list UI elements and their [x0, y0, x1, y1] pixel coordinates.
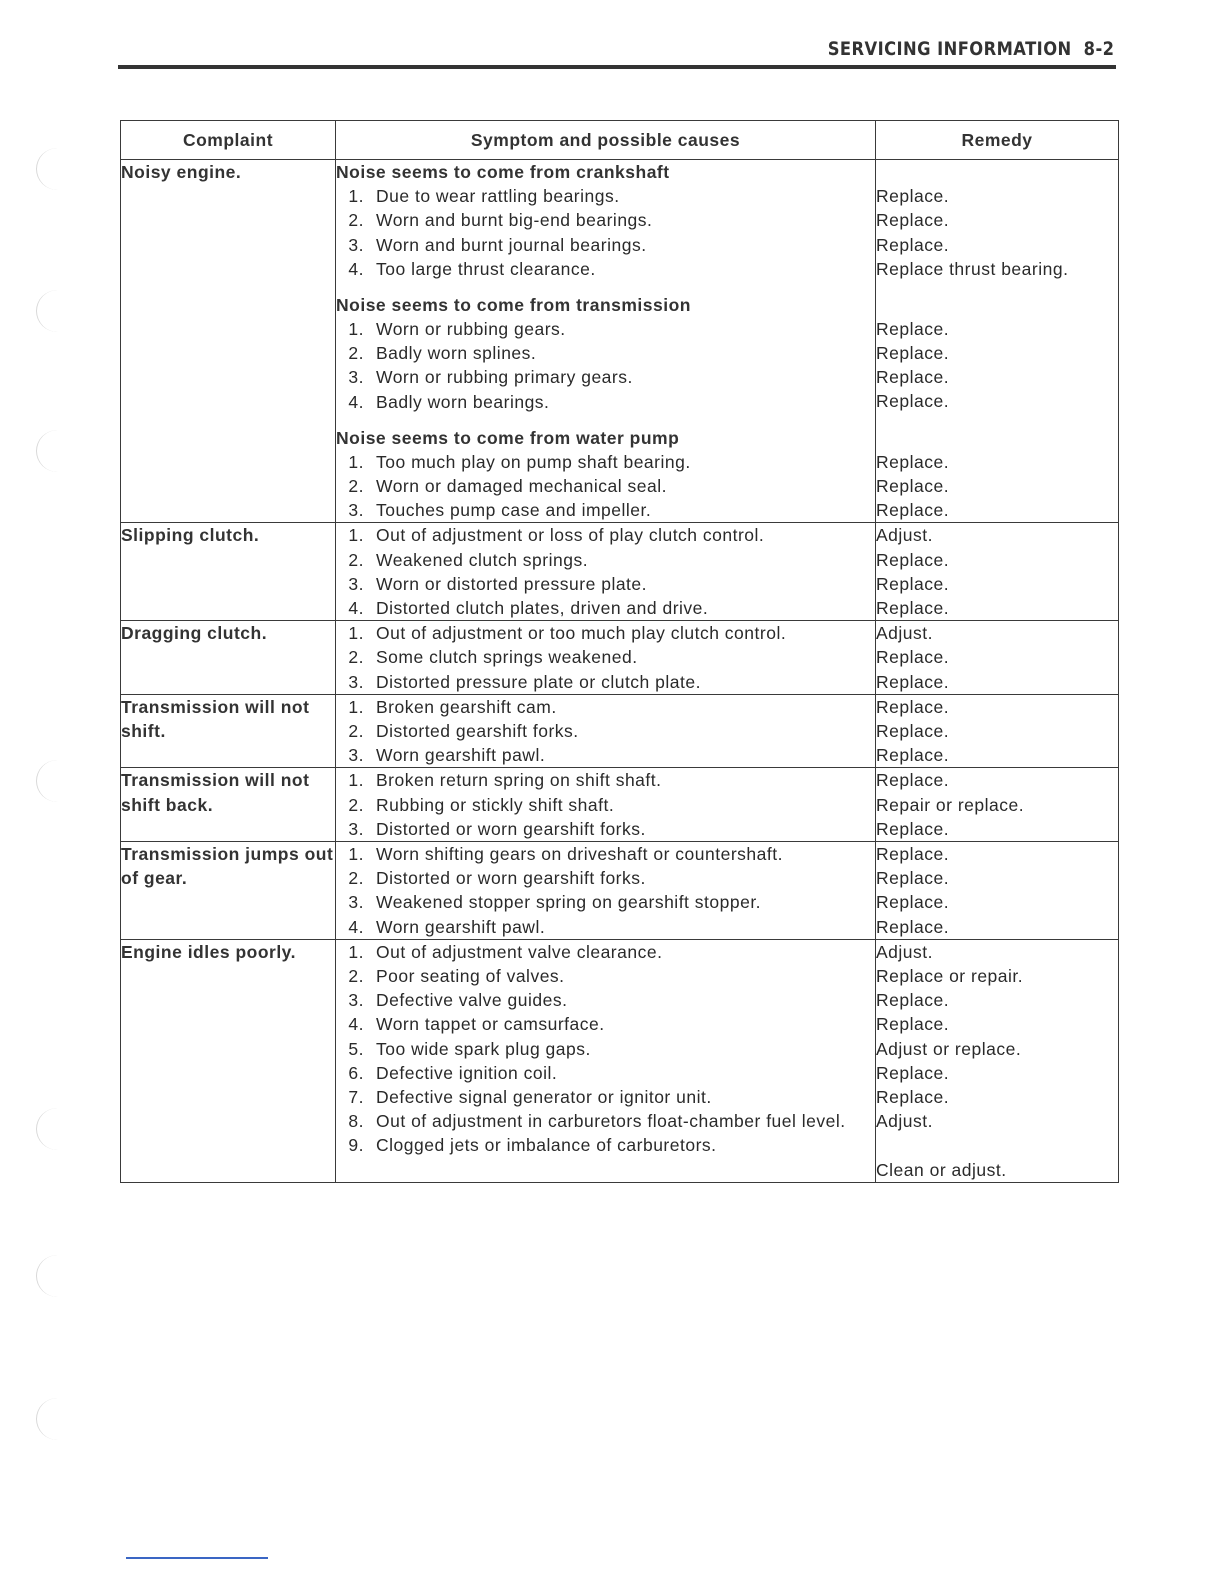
cause-text: Out of adjustment or loss of play clutch control. — [376, 525, 765, 546]
cause-item — [336, 1085, 875, 1109]
cause-item — [336, 208, 875, 232]
cause-item — [336, 1012, 875, 1036]
remedy-text: Replace. — [876, 1062, 950, 1083]
cause-number: 2. — [348, 647, 364, 668]
cause-text: Some clutch springs weakened. — [376, 647, 638, 668]
cause-item — [336, 572, 875, 596]
cause-number: 4. — [348, 391, 364, 412]
cause-item — [336, 596, 875, 620]
cause-number: 1. — [348, 770, 364, 791]
remedy-text: Replace. — [876, 234, 950, 255]
remedy-text: Adjust or replace. — [876, 1038, 1022, 1059]
cause-item — [336, 523, 875, 547]
remedy-text: Replace. — [876, 868, 950, 889]
column-header-complaint: Complaint — [121, 121, 336, 160]
cause-text: Out of adjustment in carburetors float-chamber fuel level. — [376, 1111, 846, 1132]
symptom-group-title: Noise seems to come from transmission — [336, 294, 691, 315]
remedy-text: Adjust. — [876, 1111, 933, 1132]
cause-number: 1. — [348, 525, 364, 546]
column-header-symptom: Symptom and possible causes — [336, 121, 876, 160]
cause-item — [336, 988, 875, 1012]
cause-item — [336, 890, 875, 914]
cause-item — [336, 817, 875, 841]
remedy-spacer — [876, 425, 1118, 449]
cause-item — [336, 1061, 875, 1085]
cause-number: 3. — [348, 818, 364, 839]
remedy-spacer — [876, 160, 1118, 184]
cause-number: 1. — [348, 623, 364, 644]
causes-cell — [336, 523, 876, 621]
cause-text: Worn and burnt big-end bearings. — [376, 210, 653, 231]
cause-number: 2. — [348, 549, 364, 570]
cause-number: 2. — [348, 794, 364, 815]
cause-number: 6. — [348, 1062, 364, 1083]
cause-text: Worn tappet or camsurface. — [376, 1014, 605, 1035]
remedy-text: Replace. — [876, 818, 950, 839]
cause-item — [336, 964, 875, 988]
remedy-text: Replace. — [876, 1086, 950, 1107]
cause-item — [336, 670, 875, 694]
group-gap — [336, 414, 875, 426]
remedy-cell — [876, 523, 1119, 621]
remedy-text: Replace. — [876, 475, 950, 496]
remedy-text: Replace. — [876, 391, 950, 412]
complaint-cell: Slipping clutch. — [121, 523, 336, 621]
table-row — [121, 523, 1119, 621]
cause-text: Clogged jets or imbalance of carburetors. — [376, 1135, 717, 1156]
cause-item — [336, 719, 875, 743]
cause-number: 7. — [348, 1087, 364, 1108]
cause-number: 2. — [348, 475, 364, 496]
cause-number: 2. — [348, 868, 364, 889]
cause-item — [336, 743, 875, 767]
causes-cell — [336, 694, 876, 768]
cause-text: Worn or distorted pressure plate. — [376, 573, 648, 594]
cause-number: 9. — [348, 1135, 364, 1156]
remedy-text: Replace. — [876, 892, 950, 913]
cause-number: 2. — [348, 210, 364, 231]
remedy-text: Replace. — [876, 696, 950, 717]
remedy-text: Replace. — [876, 343, 950, 364]
remedy-text: Adjust. — [876, 623, 933, 644]
remedy-text: Replace thrust bearing. — [876, 258, 1069, 279]
cause-text: Rubbing or stickly shift shaft. — [376, 794, 615, 815]
cause-text: Defective ignition coil. — [376, 1062, 558, 1083]
remedy-spacer — [876, 293, 1118, 317]
punch-hole-mark — [36, 1108, 79, 1150]
remedy-text: Replace. — [876, 844, 950, 865]
cause-number: 4. — [348, 1014, 364, 1035]
cause-number: 2. — [348, 966, 364, 987]
table-row — [121, 621, 1119, 695]
causes-cell — [336, 621, 876, 695]
troubleshooting-table — [120, 120, 1119, 1183]
cause-text: Distorted gearshift forks. — [376, 721, 579, 742]
remedy-text: Replace. — [876, 1014, 950, 1035]
remedy-text: Replace. — [876, 549, 950, 570]
symptom-group-title: Noise seems to come from crankshaft — [336, 162, 670, 182]
punch-hole-mark — [36, 1398, 79, 1440]
cause-item — [336, 498, 875, 522]
group-gap — [876, 414, 1118, 426]
page-number: 8-2 — [1083, 38, 1114, 60]
header-rule — [118, 65, 1116, 69]
cause-text: Too much play on pump shaft bearing. — [376, 451, 691, 472]
cause-text: Worn or damaged mechanical seal. — [376, 475, 667, 496]
cause-text: Defective signal generator or ignitor unit. — [376, 1087, 712, 1108]
cause-text: Out of adjustment or too much play clutch control. — [376, 623, 787, 644]
complaint-cell: Transmission jumps out of gear. — [121, 842, 336, 940]
cause-text: Due to wear rattling bearings. — [376, 186, 620, 207]
cause-item — [336, 645, 875, 669]
cause-number: 3. — [348, 500, 364, 521]
remedy-cell — [876, 694, 1119, 768]
cause-number: 3. — [348, 234, 364, 255]
complaint-cell: Dragging clutch. — [121, 621, 336, 695]
remedy-text: Replace. — [876, 990, 950, 1011]
cause-item — [336, 233, 875, 257]
cause-text: Distorted pressure plate or clutch plate. — [376, 671, 701, 692]
remedy-cell — [876, 939, 1119, 1182]
cause-text: Worn or rubbing gears. — [376, 318, 566, 339]
remedy-cell — [876, 842, 1119, 940]
cause-number: 2. — [348, 343, 364, 364]
remedy-text: Replace. — [876, 210, 950, 231]
cause-number: 4. — [348, 258, 364, 279]
remedy-text: Replace. — [876, 573, 950, 594]
group-gap — [876, 281, 1118, 293]
cause-item — [336, 1037, 875, 1061]
cause-text: Touches pump case and impeller. — [376, 500, 652, 521]
cause-item — [336, 621, 875, 645]
causes-cell — [336, 939, 876, 1182]
cause-text: Badly worn bearings. — [376, 391, 550, 412]
cause-text: Worn gearshift pawl. — [376, 745, 546, 766]
complaint-cell: Engine idles poorly. — [121, 939, 336, 1182]
table-row — [121, 160, 1119, 523]
cause-text: Broken return spring on shift shaft. — [376, 770, 662, 791]
cause-item — [336, 695, 875, 719]
cause-item — [336, 474, 875, 498]
cause-text: Worn gearshift pawl. — [376, 916, 546, 937]
cause-item — [336, 450, 875, 474]
cause-number: 3. — [348, 892, 364, 913]
remedy-text: Replace. — [876, 597, 950, 618]
punch-hole-mark — [36, 1255, 79, 1297]
cause-number: 3. — [348, 745, 364, 766]
causes-cell — [336, 160, 876, 523]
cause-text: Distorted clutch plates, driven and drive. — [376, 598, 709, 618]
remedy-text: Clean or adjust. — [876, 1159, 1007, 1180]
complaint-cell: Transmission will not shift back. — [121, 768, 336, 842]
table-header-row — [121, 121, 1119, 160]
remedy-cell — [876, 768, 1119, 842]
column-header-remedy: Remedy — [876, 121, 1119, 160]
punch-hole-mark — [36, 148, 79, 190]
table-row — [121, 768, 1119, 842]
cause-text: Worn or rubbing primary gears. — [376, 367, 633, 388]
cause-item — [336, 1109, 875, 1133]
cause-text: Out of adjustment valve clearance. — [376, 941, 663, 962]
remedy-text: Replace. — [876, 721, 950, 741]
cause-text: Defective valve guides. — [376, 990, 568, 1011]
cause-text: Poor seating of valves. — [376, 966, 565, 987]
table-row — [121, 694, 1119, 768]
cause-text: Worn and burnt journal bearings. — [376, 234, 647, 255]
header-title: SERVICING INFORMATION — [827, 38, 1072, 60]
table-row — [121, 842, 1119, 940]
cause-number: 1. — [348, 844, 364, 865]
punch-hole-mark — [36, 430, 79, 472]
cause-item — [336, 793, 875, 817]
cause-number: 1. — [348, 318, 364, 339]
remedy-text: Replace. — [876, 500, 950, 521]
remedy-text: Replace. — [876, 451, 950, 472]
cause-item — [336, 768, 875, 792]
cause-item — [336, 365, 875, 389]
punch-hole-mark — [36, 290, 79, 332]
cause-text: Distorted or worn gearshift forks. — [376, 818, 646, 839]
remedy-text: Replace. — [876, 186, 950, 207]
cause-number: 2. — [348, 721, 364, 742]
causes-cell — [336, 768, 876, 842]
cause-text: Weakened stopper spring on gearshift stopper. — [376, 892, 762, 913]
remedy-text: Replace. — [876, 367, 950, 388]
cause-item — [336, 548, 875, 572]
punch-hole-mark — [36, 760, 79, 802]
cause-number: 1. — [348, 451, 364, 472]
symptom-group-title: Noise seems to come from water pump — [336, 427, 680, 448]
cause-item — [336, 317, 875, 341]
cause-number: 8. — [348, 1111, 364, 1132]
remedy-text: Replace. — [876, 647, 950, 668]
remedy-text: Repair or replace. — [876, 794, 1025, 815]
remedy-text: Replace. — [876, 770, 950, 791]
cause-text: Broken gearshift cam. — [376, 696, 557, 717]
cause-item — [336, 341, 875, 365]
remedy-text: Adjust. — [876, 525, 933, 546]
group-gap — [336, 281, 875, 293]
cause-number: 3. — [348, 573, 364, 594]
complaint-cell: Noisy engine. — [121, 160, 336, 523]
cause-item — [336, 184, 875, 208]
cause-text: Badly worn splines. — [376, 343, 537, 364]
causes-cell — [336, 842, 876, 940]
cause-number: 1. — [348, 941, 364, 962]
cause-item — [336, 1133, 875, 1157]
remedy-cell — [876, 621, 1119, 695]
cause-item — [336, 257, 875, 281]
remedy-text: Replace or repair. — [876, 966, 1024, 987]
cause-item — [336, 842, 875, 866]
remedy-text: Adjust. — [876, 941, 933, 962]
remedy-text: Replace. — [876, 318, 950, 339]
remedy-text: Replace. — [876, 745, 950, 766]
cause-number: 3. — [348, 990, 364, 1011]
cause-item — [336, 915, 875, 939]
cause-item — [336, 390, 875, 414]
cause-text: Worn shifting gears on driveshaft or countershaft. — [376, 844, 783, 865]
cause-text: Weakened clutch springs. — [376, 549, 589, 570]
cause-number: 4. — [348, 916, 364, 937]
cause-text: Too large thrust clearance. — [376, 258, 596, 279]
cause-number: 4. — [348, 598, 364, 618]
cause-text: Distorted or worn gearshift forks. — [376, 868, 646, 889]
cause-number: 3. — [348, 367, 364, 388]
footer-line — [126, 1557, 268, 1559]
cause-number: 5. — [348, 1038, 364, 1059]
cause-number: 3. — [348, 671, 364, 692]
complaint-cell: Transmission will not shift. — [121, 694, 336, 768]
cause-number: 1. — [348, 186, 364, 207]
table-body — [121, 160, 1119, 1183]
cause-number: 1. — [348, 696, 364, 717]
remedy-cell — [876, 160, 1119, 523]
cause-text: Too wide spark plug gaps. — [376, 1038, 591, 1059]
remedy-text: Replace. — [876, 916, 950, 937]
remedy-text: Replace. — [876, 671, 950, 692]
table-row — [121, 939, 1119, 1182]
page-header — [827, 38, 1114, 60]
cause-item — [336, 940, 875, 964]
cause-item — [336, 866, 875, 890]
